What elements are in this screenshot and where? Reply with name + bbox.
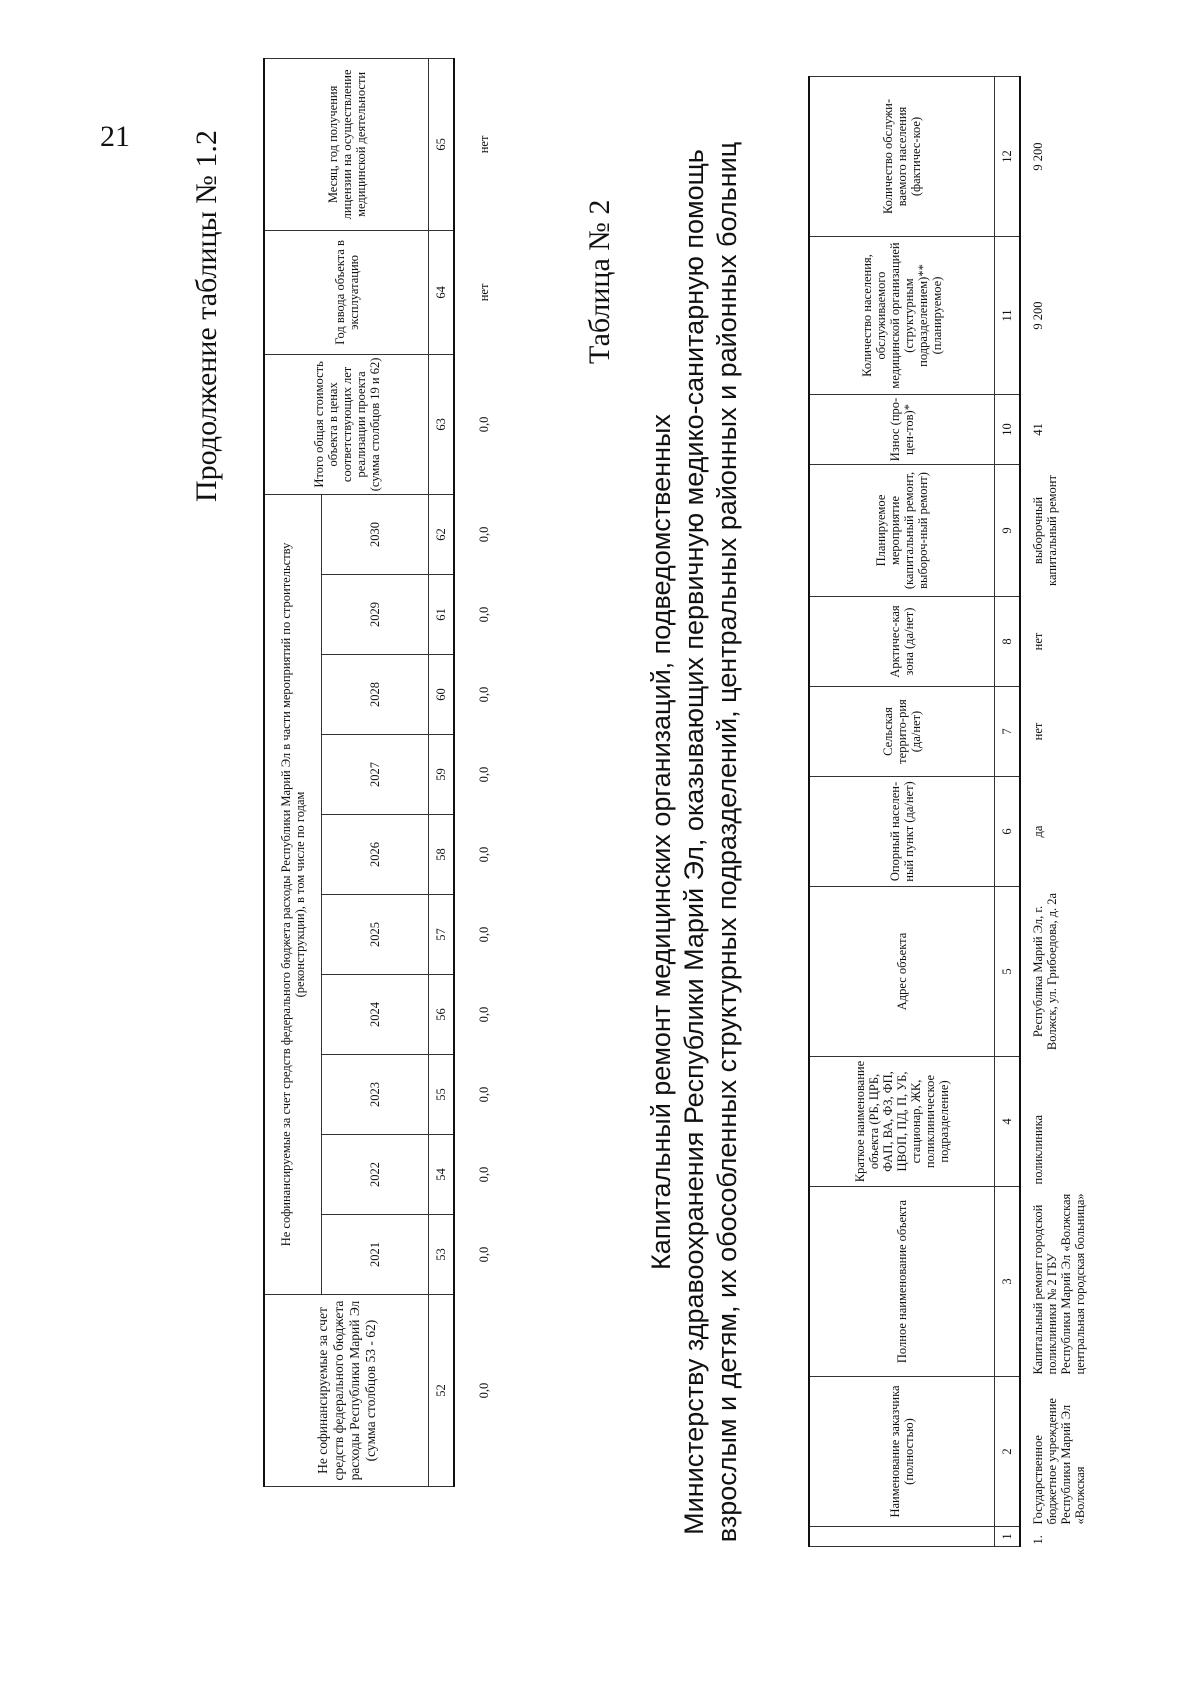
cell: 9 200 [1031, 142, 1045, 171]
header-row [809, 77, 995, 1547]
year-header: 2023 [322, 1055, 429, 1135]
col-number: 9 [995, 465, 1021, 597]
cell: 0,0 [477, 606, 491, 623]
year-header: 2022 [322, 1135, 429, 1215]
cell: выборочный капитальный ремонт [1031, 475, 1059, 586]
cell: 0,0 [477, 1246, 491, 1263]
header-license: Месяц, год получения лицензии на осуществление медицинской деятельности [264, 58, 429, 230]
col-number: 59 [429, 735, 455, 815]
col-number: 65 [429, 58, 455, 230]
header-cell: Количество населения, обслуживаемого медицинской организацией (структурным подразделением)** (планируемое) [809, 237, 995, 395]
col-number: 2 [995, 1377, 1021, 1527]
continuation-title: Продолжение таблицы № 1.2 [190, 130, 223, 502]
section-title [645, 137, 744, 1547]
col-number: 1 [995, 1527, 1021, 1547]
header-cell [809, 1527, 995, 1547]
cell: нет [477, 283, 491, 302]
col-number: 10 [995, 395, 1021, 465]
header-year-input: Год ввода объекта в эксплуатацию [264, 230, 429, 354]
col-number: 7 [995, 687, 1021, 777]
cell: Государственное бюджетное учреждение Республики Марий Эл «Волжская [1031, 1398, 1087, 1525]
col-number: 11 [995, 237, 1021, 395]
header-cell: Сельская террито-рия (да/нет) [809, 687, 995, 777]
page-number: 21 [100, 120, 130, 153]
header-cell: Адрес объекта [809, 887, 995, 1057]
cell: Капитальный ремонт городской поликлиники № 2 ГБУ Республики Марий Эл «Волжская центральная городская больница» [1031, 1193, 1087, 1375]
column-number-row [995, 77, 1021, 1547]
header-cell: Опорный населен-ный пункт (да/нет) [809, 777, 995, 887]
cell: 0,0 [477, 416, 491, 433]
col-number: 56 [429, 975, 455, 1055]
cell: 0,0 [477, 766, 491, 783]
col-number: 12 [995, 77, 1021, 237]
col-number: 55 [429, 1055, 455, 1135]
table-row [454, 58, 538, 1486]
year-header: 2026 [322, 815, 429, 895]
cell: 0,0 [477, 686, 491, 703]
cell: да [1031, 825, 1045, 838]
col-number: 4 [995, 1057, 1021, 1187]
col-number: 53 [429, 1215, 455, 1295]
table-2 [808, 76, 1152, 1547]
header-cell: Наименование заказчика (полностью) [809, 1377, 995, 1527]
column-number-row [429, 58, 455, 1486]
header-cell: Количество обслужи-ваемого населения (фактичес-кое) [809, 77, 995, 237]
header-cell: Полное наименование объекта [809, 1187, 995, 1377]
col-number: 5 [995, 887, 1021, 1057]
year-header: 2024 [322, 975, 429, 1055]
cell: 0,0 [477, 926, 491, 943]
year-header: 2029 [322, 575, 429, 655]
cell: поликлиника [1031, 1114, 1045, 1185]
table-row [1020, 77, 1152, 1547]
cell: нет [1031, 722, 1045, 741]
col-number: 64 [429, 230, 455, 354]
table-2-label: Таблица № 2 [583, 199, 616, 364]
cell: Республика Марий Эл, г. Волжск, ул. Грибоедова, д. 2а [1031, 892, 1059, 1051]
col-number: 58 [429, 815, 455, 895]
section-title-line: Министерству здравоохранения Республики Марий Эл, оказывающих первичную медико-санитарную помощь [679, 149, 709, 1535]
header-cell: Планируемое мероприятие (капитальный ремонт, выбороч-ный ремонт) [809, 465, 995, 597]
cell: 0,0 [477, 1086, 491, 1103]
col-number: 60 [429, 655, 455, 735]
year-header: 2030 [322, 494, 429, 574]
col-number: 63 [429, 354, 455, 494]
cell: 0,0 [477, 526, 491, 543]
header-total-cost: Итого общая стоимость объекта в ценах соответствующих лет реализации проекта (сумма столбцов 19 и 62) [264, 354, 429, 494]
header-cell: Арктичес-кая зона (да/нет) [809, 597, 995, 687]
header-cell: Краткое наименование объекта (РБ, ЦРБ, ФАП, ВА, ФЗ, ФП, ЦВОП, ПД, П, УБ, стационар, ЖК, поликлиническое подразделение) [809, 1057, 995, 1187]
col-number: 8 [995, 597, 1021, 687]
col-number: 54 [429, 1135, 455, 1215]
header-cell: Износ (про-цен-тов)* [809, 395, 995, 465]
cell: нет [477, 135, 491, 154]
col-number: 57 [429, 895, 455, 975]
col-number: 61 [429, 575, 455, 655]
cell: 41 [1031, 423, 1045, 436]
cell: 0,0 [477, 1382, 491, 1399]
header-col-52: Не софинансируемые за счет средств федерального бюджета расходы Республики Марий Эл (сумма столбцов 53 - 62) [264, 1295, 429, 1487]
cell: 0,0 [477, 846, 491, 863]
col-number: 6 [995, 777, 1021, 887]
cell: 0,0 [477, 1006, 491, 1023]
cell: нет [1031, 632, 1045, 651]
section-title-line: Капитальный ремонт медицинских организаций, подведомственных [646, 414, 676, 1270]
cell: 1. [1031, 1535, 1045, 1545]
col-number: 62 [429, 494, 455, 574]
cell: 9 200 [1031, 301, 1045, 330]
col-number: 3 [995, 1187, 1021, 1377]
year-header: 2027 [322, 735, 429, 815]
year-header: 2025 [322, 895, 429, 975]
table-1-2-continuation [263, 58, 538, 1487]
year-header: 2028 [322, 655, 429, 735]
cell: 0,0 [477, 1166, 491, 1183]
section-title-line: взрослым и детям, их обособленных структурных подразделений, центральных районных и районных больниц [712, 141, 742, 1543]
col-number: 52 [429, 1295, 455, 1487]
header-group-years: Не софинансируемые за счет средств федерального бюджета расходы Республики Марий Эл в части мероприятий по строительству (реконструкции), в том числе по годам [264, 494, 322, 1294]
year-header: 2021 [322, 1215, 429, 1295]
